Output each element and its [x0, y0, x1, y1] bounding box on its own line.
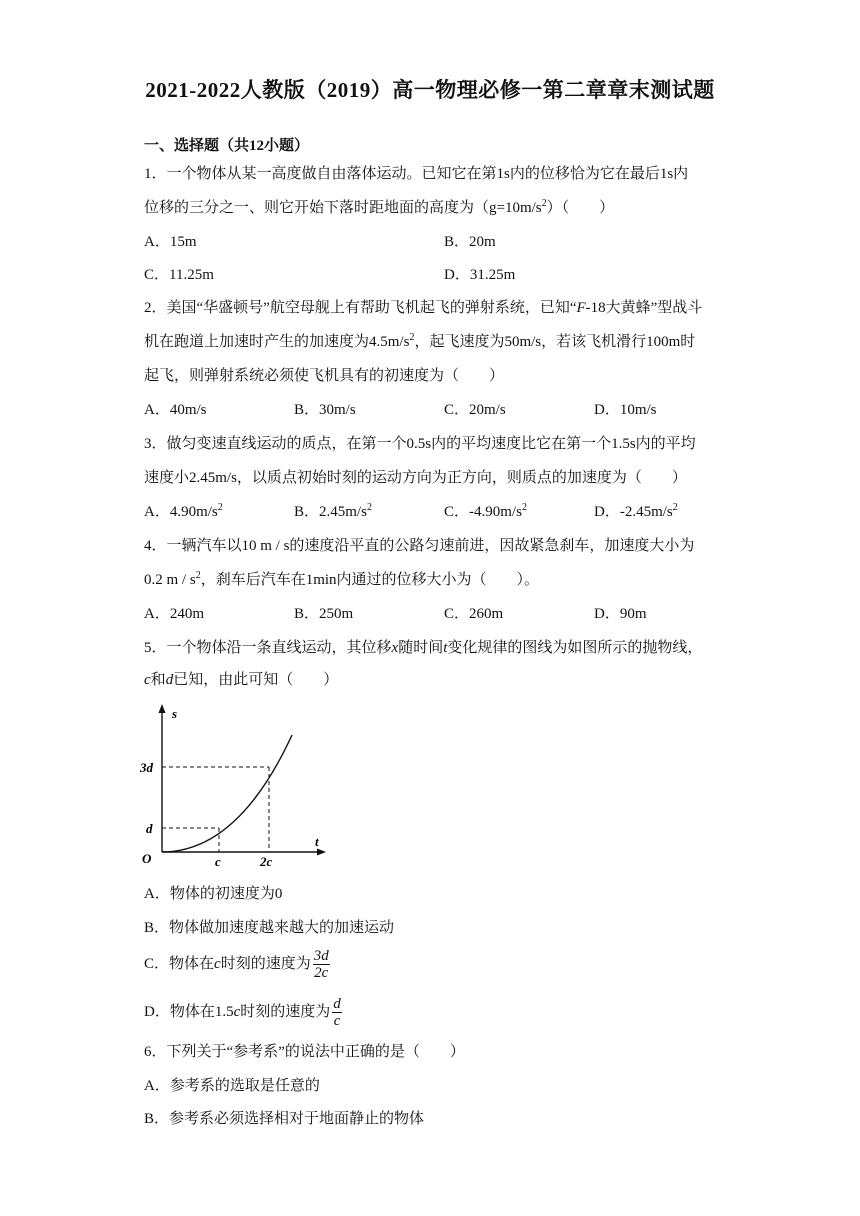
q3-line2: 速度小2.45m/s，以质点初始时刻的运动方向为正方向，则质点的加速度为（ ） [144, 470, 687, 486]
q4-line2: 0.2 m / $s^2$，刹车后汽车在1min内通过的位移大小为（ ）。 [144, 570, 540, 588]
x-tick-c: c [215, 854, 221, 869]
q2-line3: 起飞，则弹射系统必须使飞机具有的初速度为（ ） [144, 368, 505, 384]
q2-option-a: A．40m/s [144, 402, 207, 418]
q1-option-d: D．31.25m [444, 267, 516, 283]
y-tick-d: d [146, 821, 153, 836]
q4-option-a: A．240m [144, 606, 205, 622]
x-axis-label: t [315, 834, 319, 849]
q6-option-a: A．参考系的选取是任意的 [144, 1078, 320, 1094]
q2-option-d: D．10m/s [594, 402, 657, 418]
q2-option-c: C．20m/s [444, 402, 506, 418]
page-title: 2021-2022人教版（2019）高一物理必修一第二章章末测试题 [145, 78, 715, 102]
origin-label: O [142, 851, 152, 866]
q1-line1: 1．一个物体从某一高度做自由落体运动。已知它在第1s内的位移恰为它在最后1s内 [144, 166, 689, 182]
q5-option-a: A．物体的初速度为0 [144, 886, 283, 902]
q4-option-b: B．250m [294, 606, 354, 622]
x-axis-arrow [317, 849, 326, 856]
q2-line2: 机在跑道上加速时产生的加速度为$4.5m/s^2$，起飞速度为50m/s，若该飞机滑行100m时 [144, 332, 696, 350]
q2-option-b: B．30m/s [294, 402, 356, 418]
x-tick-2c: 2c [260, 854, 273, 869]
q5-option-b: B．物体做加速度越来越大的加速运动 [144, 920, 395, 936]
y-axis-arrow [159, 704, 166, 713]
q4-line1: 4．一辆汽车以10 m / s的速度沿平直的公路匀速前进，因故紧急刹车，加速度大小为 [144, 538, 695, 554]
q6-option-b: B．参考系必须选择相对于地面静止的物体 [144, 1111, 425, 1127]
parabola-curve [162, 735, 292, 852]
q5-line1: 5．一个物体沿一条直线运动，其位移x随时间t变化规律的图线为如图所示的抛物线， [144, 640, 703, 656]
q3-option-a: A．$4.90m/s^2$ [144, 502, 223, 520]
q1-option-a: A．15m [144, 234, 197, 250]
q1-option-c: C．11.25m [144, 267, 214, 283]
q5-option-d: D．物体在1.5c时刻的速度为 $\frac{d}{c}$ [144, 996, 341, 1029]
q3-option-d: D．$-2.45m/s^2$ [594, 502, 678, 520]
q3-option-c: C．$-4.90m/s^2$ [444, 502, 527, 520]
q5-line2: c和d已知，由此可知（ ） [144, 672, 339, 688]
q1-line2: 位移的三分之一、则它开始下落时距地面的高度为$(g=10m/s^2)$（ ） [144, 198, 615, 216]
q3-option-b: B．$2.45m/s^2$ [294, 502, 372, 520]
q4-option-d: D．90m [594, 606, 647, 622]
q2-line1: 2．美国“华盛顿号”航空母舰上有帮助飞机起飞的弹射系统，已知“F-18大黄蜂”型战斗 [144, 300, 703, 316]
q4-option-c: C．260m [444, 606, 504, 622]
fraction-d-over-c: $\frac{d}{c}$ [333, 996, 341, 1029]
y-axis-label: s [172, 706, 178, 721]
q5-position-time-graph [140, 700, 340, 870]
fraction-3d-over-2c: $\frac{3d}{2c}$ [313, 948, 329, 981]
section-heading: 一、选择题（共12小题） [144, 138, 310, 154]
q3-line1: 3．做匀变速直线运动的质点，在第一个0.5s内的平均速度比它在第一个1.5s内的平均 [144, 436, 696, 452]
q1-option-b: B．20m [444, 234, 496, 250]
q5-option-c: C．物体在c时刻的速度为 $\frac{3d}{2c}$ [144, 948, 329, 981]
y-tick-3d: 3d [140, 760, 153, 775]
q6-line1: 6．下列关于“参考系”的说法中正确的是（ ） [144, 1044, 465, 1060]
